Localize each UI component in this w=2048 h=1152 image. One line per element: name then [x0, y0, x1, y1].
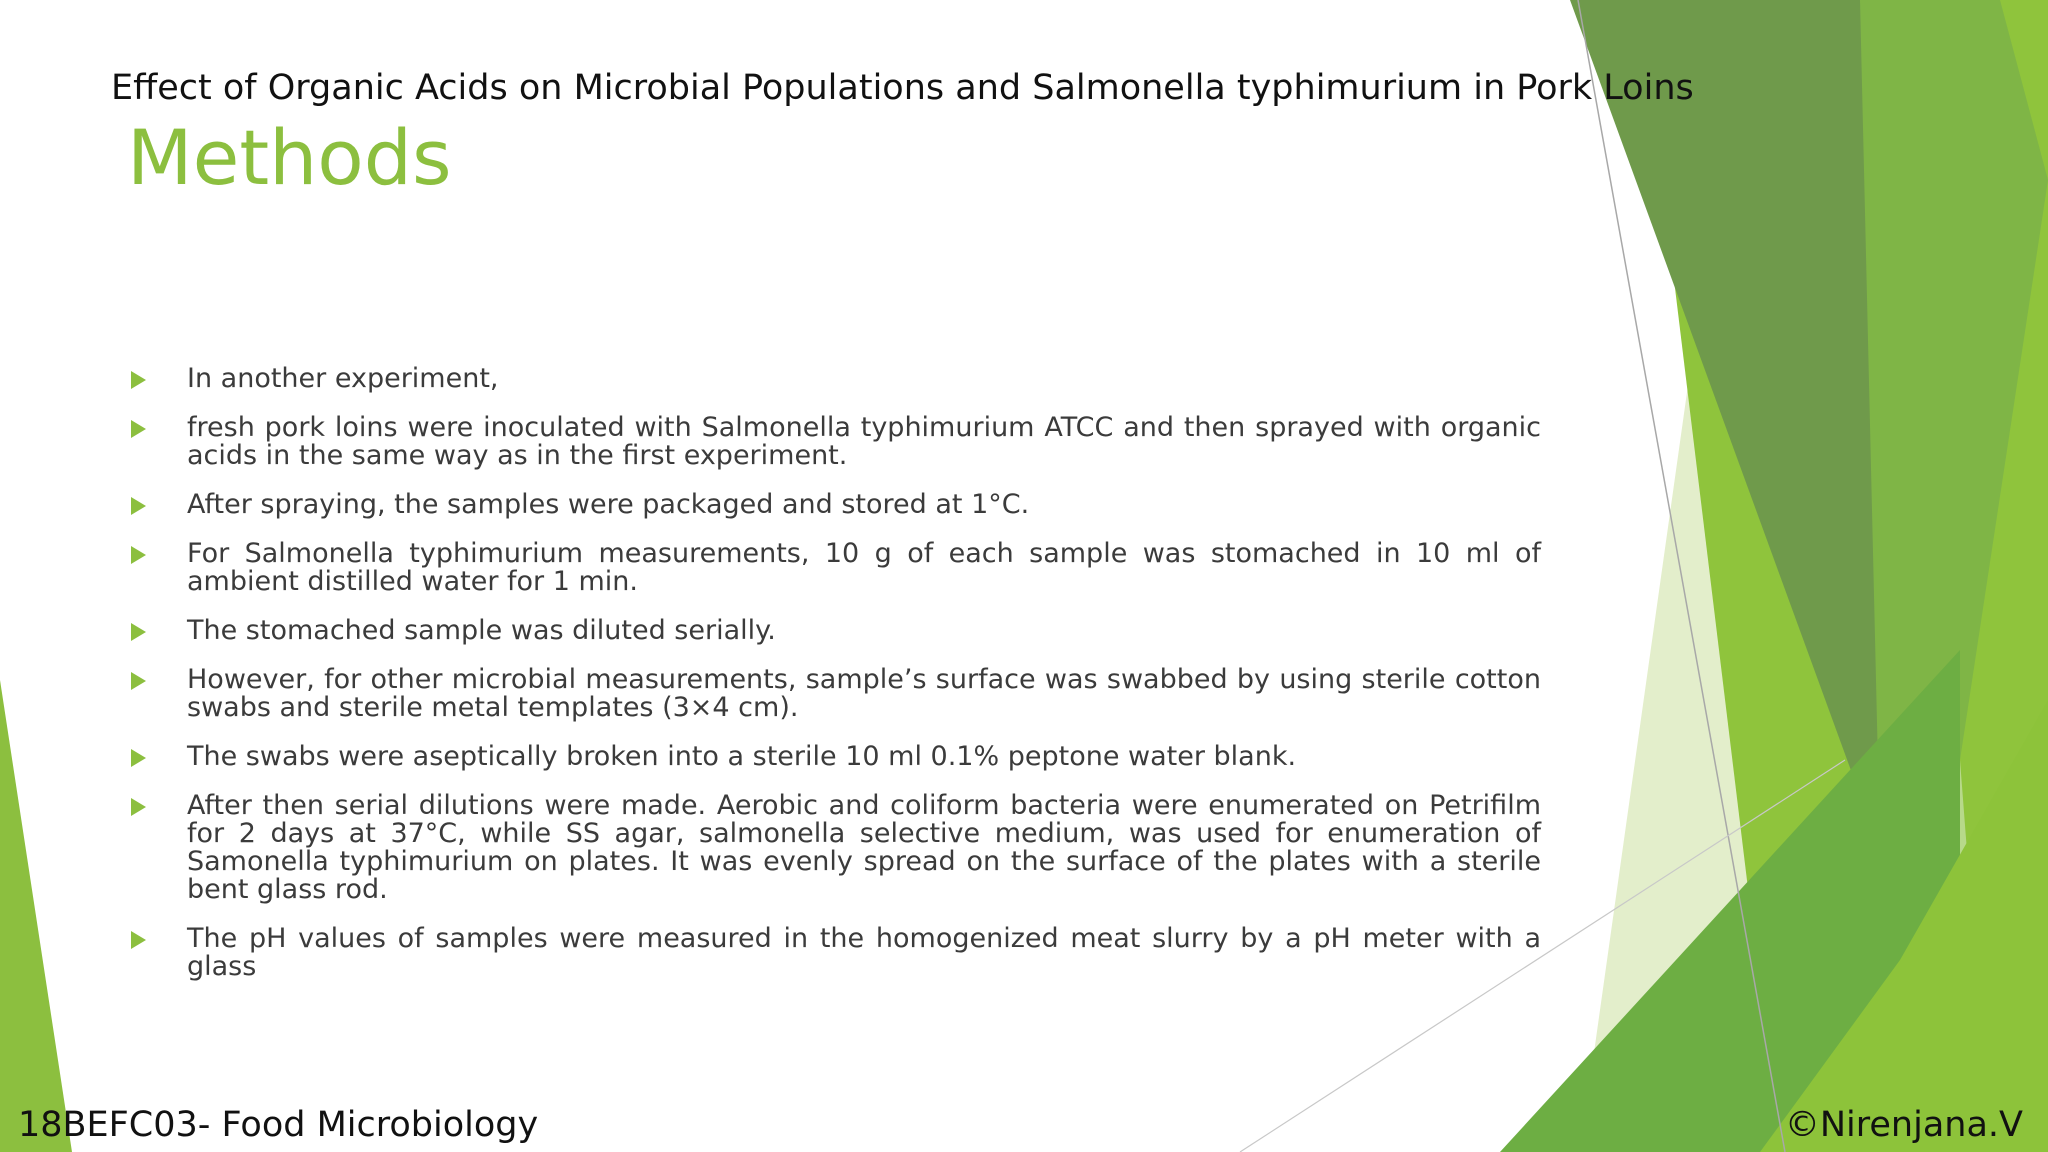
bullet-item: [131, 540, 1541, 596]
footer-course-code: 18BEFC03- Food Microbiology: [18, 1105, 539, 1145]
triangle-bullet-icon: [131, 371, 146, 389]
bullet-item: [131, 925, 1541, 981]
bullet-item: [131, 743, 1541, 771]
bullet-item: [131, 414, 1541, 470]
triangle-bullet-icon: [131, 623, 146, 641]
triangle-bullet-icon: [131, 672, 146, 690]
bullet-item: [131, 365, 1541, 393]
triangle-bullet-icon: [131, 931, 146, 949]
bullet-item: [131, 666, 1541, 722]
bullet-text: The pH values of samples were measured in the homogenized meat slurry by a pH meter with a glass: [187, 923, 1541, 982]
bullet-text: For Salmonella typhimurium measurements, 10 g of each sample was stomached in 10 ml of ambient distilled water for 1 min.: [187, 538, 1541, 597]
triangle-bullet-icon: [131, 420, 146, 438]
left-edge-wedge: [0, 680, 72, 1152]
bullet-text: In another experiment,: [187, 363, 499, 394]
triangle-bullet-icon: [131, 497, 146, 515]
bullet-text: The stomached sample was diluted serially.: [187, 615, 776, 646]
topic-title: Effect of Organic Acids on Microbial Populations and Salmonella typhimurium in Pork Loins: [111, 68, 1694, 108]
footer-copyright: ©Nirenjana.V: [1784, 1105, 2023, 1145]
bullet-item: [131, 792, 1541, 904]
bullet-text: After then serial dilutions were made. Aerobic and coliform bacteria were enumerated on Petrifilm for 2 days at 37°C, while SS agar, salmonella selective medium, was used for enumeration of Samonella typhimurium on plates. It was evenly spread on the surface of the plates with a sterile bent glass rod.: [187, 790, 1541, 905]
triangle-bullet-icon: [131, 749, 146, 767]
bullet-text: After spraying, the samples were packaged and stored at 1°C.: [187, 489, 1030, 520]
bullet-text: However, for other microbial measurements, sample’s surface was swabbed by using sterile cotton swabs and sterile metal templates (3×4 cm).: [187, 664, 1541, 723]
triangle-bullet-icon: [131, 546, 146, 564]
bullet-text: The swabs were aseptically broken into a sterile 10 ml 0.1% peptone water blank.: [187, 741, 1297, 772]
slide-title: Methods: [127, 113, 452, 202]
bullet-text: fresh pork loins were inoculated with Salmonella typhimurium ATCC and then sprayed with organic acids in the same way as in the first experiment.: [187, 412, 1541, 471]
bullet-item: [131, 491, 1541, 519]
bullet-list: [131, 365, 1541, 1002]
triangle-bullet-icon: [131, 798, 146, 816]
bullet-item: [131, 617, 1541, 645]
